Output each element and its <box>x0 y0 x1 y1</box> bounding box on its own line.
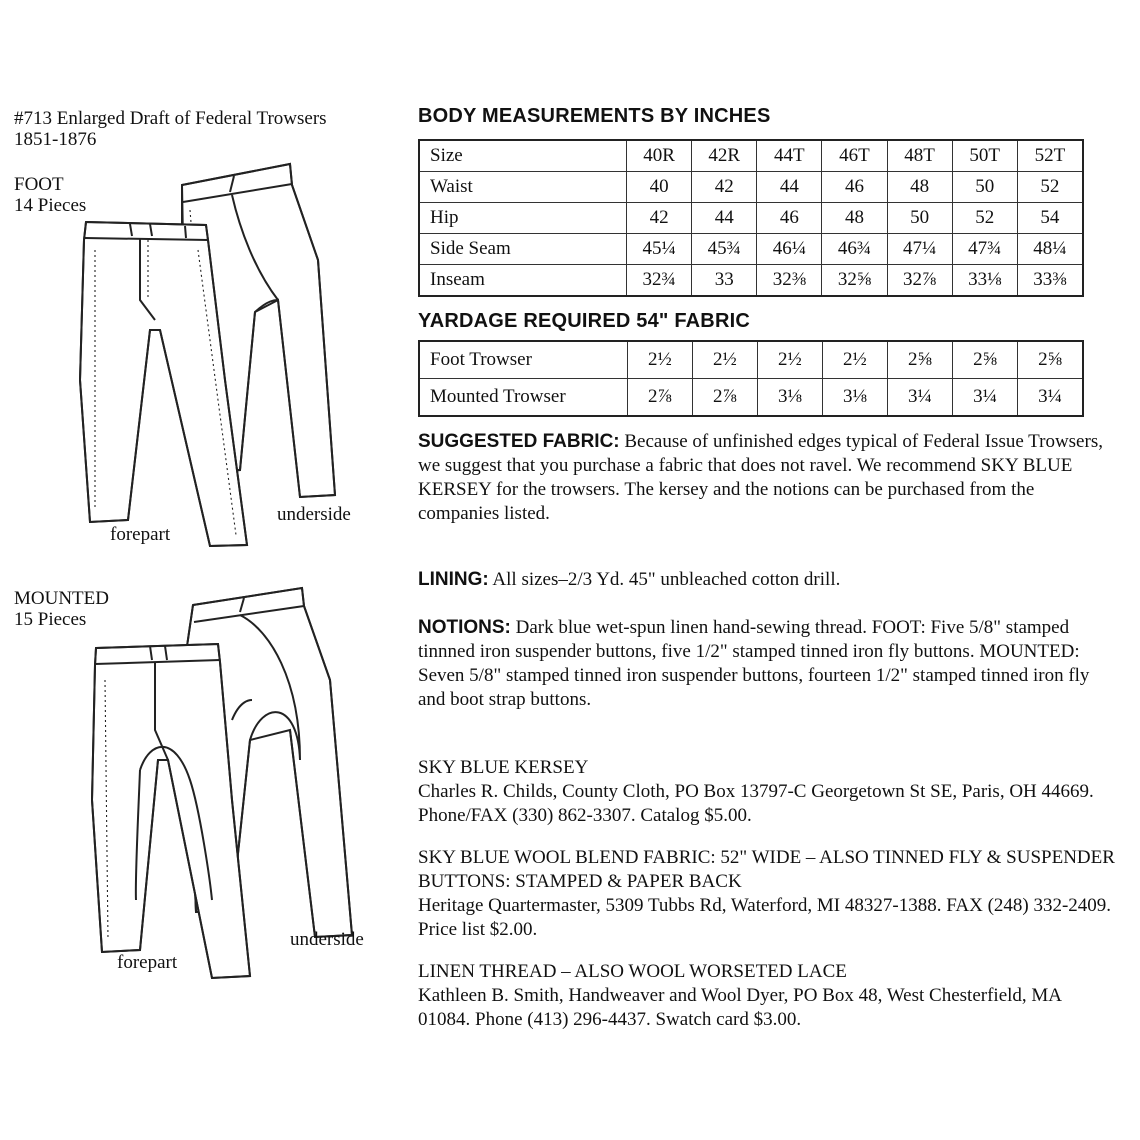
table-row <box>419 341 1083 379</box>
table-cell: 3⅛ <box>822 379 887 417</box>
pattern-title-line2: 1851-1876 <box>14 129 97 150</box>
table-cell: 50 <box>952 172 1017 203</box>
supplier-title: LINEN THREAD – ALSO WOOL WORSETED LACE <box>418 961 847 982</box>
table-cell: 50 <box>887 203 952 234</box>
row-label: Side Seam <box>419 234 627 265</box>
row-label: Waist <box>419 172 627 203</box>
table-cell: 42 <box>692 172 757 203</box>
table-cell: 47¼ <box>887 234 952 265</box>
table-cell: 32⅝ <box>822 265 887 297</box>
table-cell: 47¾ <box>952 234 1017 265</box>
supplier-address: Kathleen B. Smith, Handweaver and Wool Dyer, PO Box 48, West Chesterfield, MA 01084. Phone (413) 296-4437. Swatch card $3.00. <box>418 985 1061 1030</box>
lining-text: All sizes–2/3 Yd. 45" unbleached cotton drill. <box>492 569 841 590</box>
table-cell: 2½ <box>757 341 822 379</box>
row-label: Size <box>419 140 627 172</box>
row-label: Foot Trowser <box>419 341 627 379</box>
notions-text: Dark blue wet-spun linen hand-sewing thread. FOOT: Five 5/8" stamped tinnned iron suspender buttons, five 1/2" stamped tinned iron fly buttons. MOUNTED: Seven 5/8" stamped tinned iron suspender buttons, fourteen 1/2" stamped tinned iron fly and boot strap buttons. <box>418 617 1090 710</box>
table-cell: 40R <box>627 140 692 172</box>
foot-forepart-label: forepart <box>110 524 171 545</box>
table-cell: 2⅝ <box>952 341 1017 379</box>
table-cell: 52T <box>1017 140 1083 172</box>
table-cell: 46 <box>757 203 822 234</box>
table-cell: 32¾ <box>627 265 692 297</box>
table-cell: 42R <box>692 140 757 172</box>
table-row <box>419 203 1083 234</box>
body-measurements-heading: BODY MEASUREMENTS BY INCHES <box>418 105 771 127</box>
mounted-pieces: 15 Pieces <box>14 609 87 630</box>
table-cell: 2½ <box>627 341 692 379</box>
table-cell: 2⅝ <box>887 341 952 379</box>
row-label: Hip <box>419 203 627 234</box>
table-cell: 33⅛ <box>952 265 1017 297</box>
table-cell: 54 <box>1017 203 1083 234</box>
table-cell: 44T <box>757 140 822 172</box>
table-cell: 3¼ <box>952 379 1017 417</box>
table-cell: 48T <box>887 140 952 172</box>
supplier-title: SKY BLUE KERSEY <box>418 757 589 778</box>
table-cell: 2⅝ <box>1017 341 1083 379</box>
table-cell: 44 <box>692 203 757 234</box>
table-row <box>419 379 1083 417</box>
foot-pieces: 14 Pieces <box>14 195 87 216</box>
table-cell: 42 <box>627 203 692 234</box>
table-cell: 52 <box>1017 172 1083 203</box>
supplier-entry <box>418 846 1116 942</box>
table-cell: 46T <box>822 140 887 172</box>
notions-label: NOTIONS: <box>418 617 511 638</box>
table-cell: 45¾ <box>692 234 757 265</box>
table-cell: 48 <box>822 203 887 234</box>
supplier-address: Heritage Quartermaster, 5309 Tubbs Rd, Waterford, MI 48327-1388. FAX (248) 332-2409. Price list $2.00. <box>418 895 1112 940</box>
suggested-fabric-text: Because of unfinished edges typical of Federal Issue Trowsers, we suggest that you purchase a fabric that does not ravel. We recommend SKY BLUE KERSEY for the trowsers. The kersey and the notions can be purchased from the companies listed. <box>418 431 1103 524</box>
mounted-forepart-label: forepart <box>117 952 178 973</box>
foot-underside-label: underside <box>277 504 351 525</box>
lining-paragraph <box>418 568 1116 592</box>
row-label: Mounted Trowser <box>419 379 627 417</box>
pattern-title-line1: #713 Enlarged Draft of Federal Trowsers <box>14 108 327 129</box>
table-cell: 48 <box>887 172 952 203</box>
table-row <box>419 234 1083 265</box>
table-row <box>419 172 1083 203</box>
table-cell: 32⅜ <box>757 265 822 297</box>
table-cell: 46 <box>822 172 887 203</box>
body-measurements-table <box>418 139 1084 297</box>
notions-paragraph <box>418 616 1116 712</box>
row-label: Inseam <box>419 265 627 297</box>
yardage-heading: YARDAGE REQUIRED 54" FABRIC <box>418 310 750 332</box>
yardage-table <box>418 340 1084 417</box>
table-cell: 2⅞ <box>692 379 757 417</box>
table-cell: 2½ <box>822 341 887 379</box>
mounted-underside-label: underside <box>290 929 364 950</box>
table-cell: 3⅛ <box>757 379 822 417</box>
table-cell: 44 <box>757 172 822 203</box>
table-row <box>419 140 1083 172</box>
table-row <box>419 265 1083 297</box>
table-cell: 45¼ <box>627 234 692 265</box>
table-cell: 3¼ <box>1017 379 1083 417</box>
suggested-fabric-paragraph <box>418 430 1116 526</box>
table-cell: 46¼ <box>757 234 822 265</box>
table-cell: 40 <box>627 172 692 203</box>
table-cell: 3¼ <box>887 379 952 417</box>
supplier-title: SKY BLUE WOOL BLEND FABRIC: 52" WIDE – ALSO TINNED FLY & SUSPENDER BUTTONS: STAMPED & PAPER BACK <box>418 847 1115 892</box>
supplier-address: Charles R. Childs, County Cloth, PO Box 13797-C Georgetown St SE, Paris, OH 44669. Phone/FAX (330) 862-3307. Catalog $5.00. <box>418 781 1094 826</box>
table-cell: 33 <box>692 265 757 297</box>
table-cell: 48¼ <box>1017 234 1083 265</box>
mounted-name: MOUNTED <box>14 588 109 609</box>
table-cell: 33⅜ <box>1017 265 1083 297</box>
supplier-entry <box>418 756 1116 828</box>
table-cell: 52 <box>952 203 1017 234</box>
lining-label: LINING: <box>418 569 489 590</box>
table-cell: 46¾ <box>822 234 887 265</box>
foot-name: FOOT <box>14 174 64 195</box>
table-cell: 50T <box>952 140 1017 172</box>
supplier-entry <box>418 960 1116 1032</box>
table-cell: 32⅞ <box>887 265 952 297</box>
suggested-fabric-label: SUGGESTED FABRIC: <box>418 431 620 452</box>
table-cell: 2½ <box>692 341 757 379</box>
table-cell: 2⅞ <box>627 379 692 417</box>
